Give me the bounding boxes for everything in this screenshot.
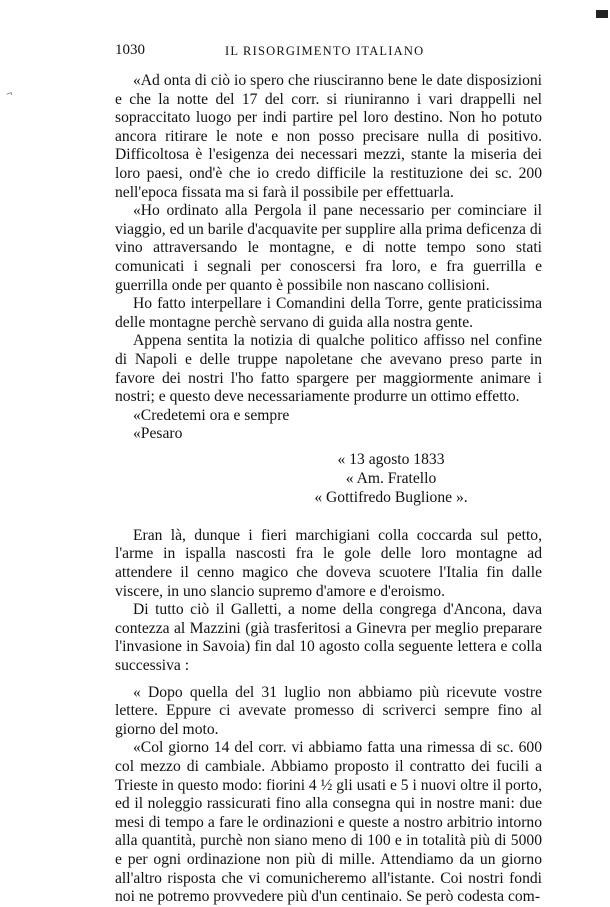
paragraph: Di tutto ciò il Galletti, a nome della congrega d'Ancona, dava contezza al Mazzini (già trasferitosi a Ginevra per meglio preparare l'invasione in Savoia) fin dal 10 agosto colla seguente lettera e colla successiva : (115, 601, 542, 675)
signature-salutation: « Am. Fratello (345, 469, 437, 487)
running-title: IL RISORGIMENTO ITALIANO (225, 44, 425, 58)
paragraph: Ho fatto interpellare i Comandini della Torre, gente praticissima delle montagne perchè servano di guida alla nostra gente. (115, 295, 542, 331)
paragraph: «Credetemi ora e sempre (133, 406, 290, 424)
page-number: 1030 (115, 42, 145, 58)
paragraph: Eran là, dunque i fieri marchigiani colla coccarda sul petto, l'arme in ispalla nascosti fra le gole delle loro montagne ad attendere il cenno magico che doveva scuotere l'Italia fin dalle viscere, in uno slancio supremo d'amore e d'eroismo. (115, 526, 542, 600)
letter-signature (115, 450, 542, 507)
body-text (115, 72, 542, 907)
paragraph: «Ho ordinato alla Pergola il pane necessario per cominciare il viaggio, ed un barile d'acquavite per supplire alla prima deficenza di vino attraversando le montagne, e di notte tempo sono stati comunicati i segnali per conoscersi fra loro, e fra guerrilla e guerrilla onde per quanto è possibile non nascano collisioni. (115, 202, 542, 294)
scan-corner-mark (596, 10, 608, 18)
scan-stray-mark: ¬ (4, 87, 15, 101)
page-header (115, 42, 545, 62)
paragraph: «Ad onta di ciò io spero che riusciranno bene le date disposizioni e che la notte del 17 del corr. si riuniranno i vari drappelli nel sopraccitato luogo per indi partire pel loro destino. Non ho potuto ancora ritirare le note e non posso precisare nulla di positivo. Difficoltosa è l'esigenza dei necessari mezzi, stante la miseria dei loro paesi, ond'è che io credo difficile la restituzione dei sc. 200 nell'epoca fissata ma si farà il possibile per effettuarla. (115, 72, 542, 201)
paragraph: «Col giorno 14 del corr. vi abbiamo fatta una rimessa di sc. 600 col mezzo di cambiale. Abbiamo proposto il contratto dei fucili a Trieste in questo modo: fiorini 4 ½ gli usati e 5 i nuovi oltre il porto, ed il noleggio rassicurati fino alla consegna qui in nostre mani: due mesi di tempo a fare le ordinazioni e queste a nostro arbitrio intorno alla quantità, purchè non siano meno di 100 e in totalità più di 5000 e per ogni ordinazione non più di mille. Attendiamo da un giorno all'altro risposta che vi comunicheremo all'istante. Coi nostri fondi noi ne potremo provvedere più d'un centinaio. Se però codesta com- (115, 739, 542, 906)
paragraph: « Dopo quella del 31 luglio non abbiamo più ricevute vostre lettere. Eppure ci avevate promesso di scriverci sempre fino al giorno del moto. (115, 683, 542, 738)
signature-name: « Gottifredo Buglione ». (314, 488, 468, 506)
paragraph: «Pesaro (133, 425, 183, 443)
paragraph: Appena sentita la notizia di qualche politico affisso nel confine di Napoli e delle truppe napoletane che avevano preso parte in favore dei nostri l'ho fatto spargere per maggiormente animare i nostri; e questo deve necessariamente produrre un ottimo effetto. (115, 332, 542, 406)
signature-date: « 13 agosto 1833 (337, 450, 445, 468)
